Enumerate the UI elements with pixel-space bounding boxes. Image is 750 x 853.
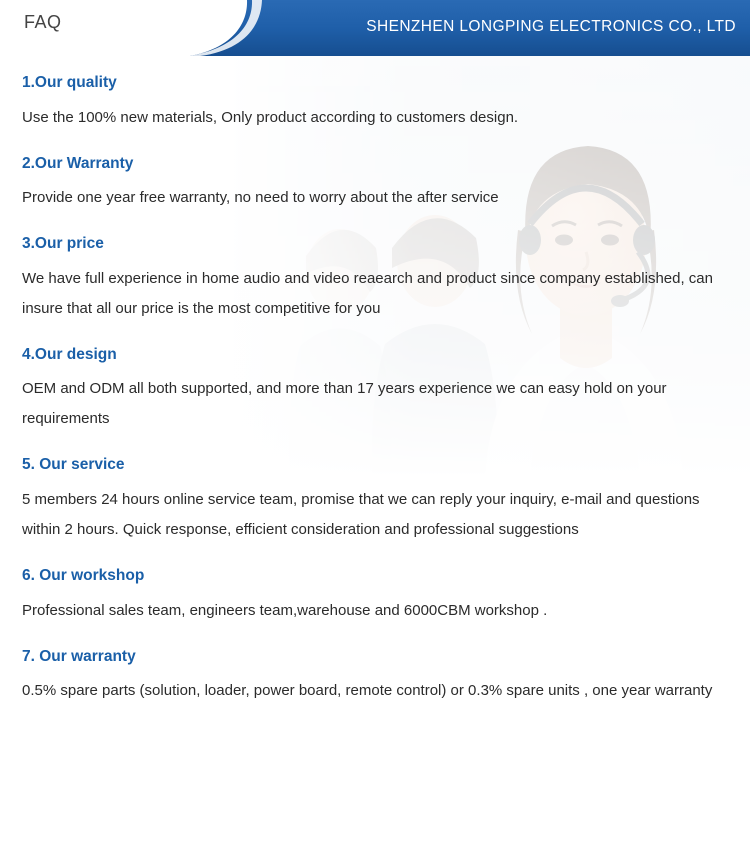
faq-item-workshop <box>22 567 728 626</box>
faq-question: 1.Our quality <box>22 74 117 91</box>
page-header <box>0 0 750 56</box>
faq-item-quality <box>22 74 728 133</box>
faq-item-design <box>22 346 728 435</box>
faq-answer: OEM and ODM all both supported, and more than 17 years experience we can easy hold on your requirements <box>22 380 667 428</box>
faq-item-price <box>22 235 728 324</box>
company-name: SHENZHEN LONGPING ELECTRONICS CO., LTD <box>366 18 736 35</box>
faq-question: 5. Our service <box>22 456 125 474</box>
faq-answer: Professional sales team, engineers team,warehouse and 6000CBM workshop . <box>22 601 548 619</box>
faq-answer: 0.5% spare parts (solution, loader, power board, remote control) or 0.3% spare units , one year warranty <box>22 682 713 700</box>
faq-question: 7. Our warranty <box>22 647 136 665</box>
faq-content <box>0 56 750 706</box>
faq-question: 2.Our Warranty <box>22 154 134 172</box>
faq-answer: Provide one year free warranty, no need to worry about the after service <box>22 189 499 207</box>
faq-answer: 5 members 24 hours online service team, promise that we can reply your inquiry, e-mail and questions within 2 hours. Quick response, efficient consideration and professional suggestions <box>22 490 700 538</box>
faq-title: FAQ <box>24 12 62 32</box>
faq-item-service <box>22 456 728 545</box>
faq-question: 3.Our price <box>22 235 104 253</box>
faq-item-warranty <box>22 155 728 214</box>
faq-answer: Use the 100% new materials, Only product according to customers design. <box>22 108 519 126</box>
faq-item-spare-warranty <box>22 648 728 707</box>
faq-question: 4.Our design <box>22 345 117 363</box>
faq-answer: We have full experience in home audio and video reaearch and product since company established, can insure that all our price is the most competitive for you <box>22 269 713 317</box>
faq-question: 6. Our workshop <box>22 566 145 584</box>
